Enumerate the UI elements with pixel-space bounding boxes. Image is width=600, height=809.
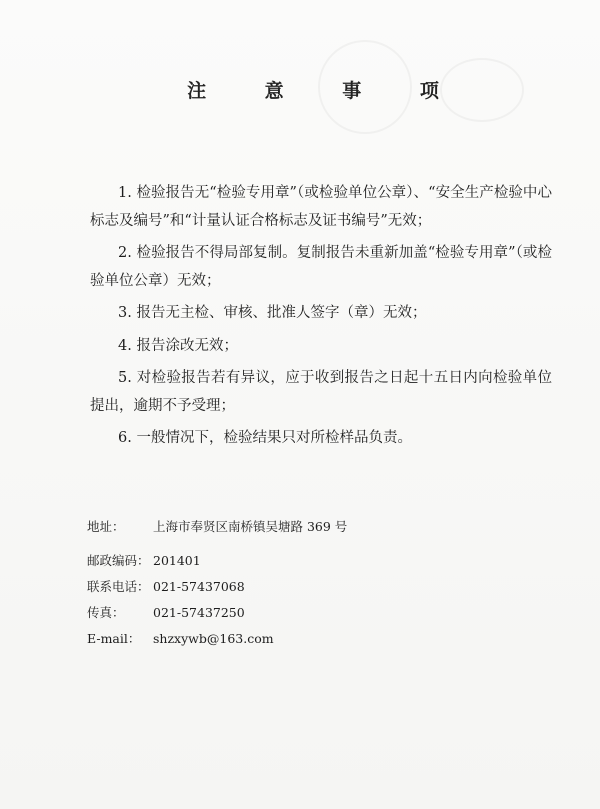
email-row [87,626,507,652]
postcode-label: 邮政编码： [87,553,150,568]
contact-info [87,514,507,652]
phone-label: 联系电话： [87,579,150,594]
fax-row [87,600,507,626]
phone-row [87,574,507,600]
postcode-value: 201401 [153,553,201,568]
note-item-2: 2. 检验报告不得局部复制。复制报告未重新加盖“检验专用章”（或检验单位公章）无效； [90,245,552,289]
note-item-6: 6. 一般情况下，检验结果只对所检样品负责。 [118,430,412,446]
fax-value: 021-57437250 [153,605,245,620]
fax-label: 传真： [87,605,125,620]
email-value[interactable]: shzxywb@163.com [153,631,274,646]
notes-list [90,180,552,458]
address-label: 地址： [87,519,125,534]
note-item-4: 4. 报告涂改无效； [118,337,238,354]
page-title: 注 意 事 项 [187,80,465,102]
address-value: 上海市奉贤区南桥镇吴塘路 369 号 [153,519,348,534]
note-item-3: 3. 报告无主检、审核、批准人签字（章）无效； [118,305,427,321]
note-item-1: 1. 检验报告无“检验专用章”（或检验单位公章）、“安全生产检验中心标志及编号”和“计量认证合格标志及证书编号”无效； [90,185,552,229]
email-label: E-mail： [87,631,141,646]
postcode-row [87,548,507,574]
address-row [87,514,507,540]
phone-value: 021-57437068 [153,579,245,594]
note-item-5: 5. 对检验报告若有异议，应于收到报告之日起十五日内向检验单位提出，逾期不予受理； [90,370,552,414]
